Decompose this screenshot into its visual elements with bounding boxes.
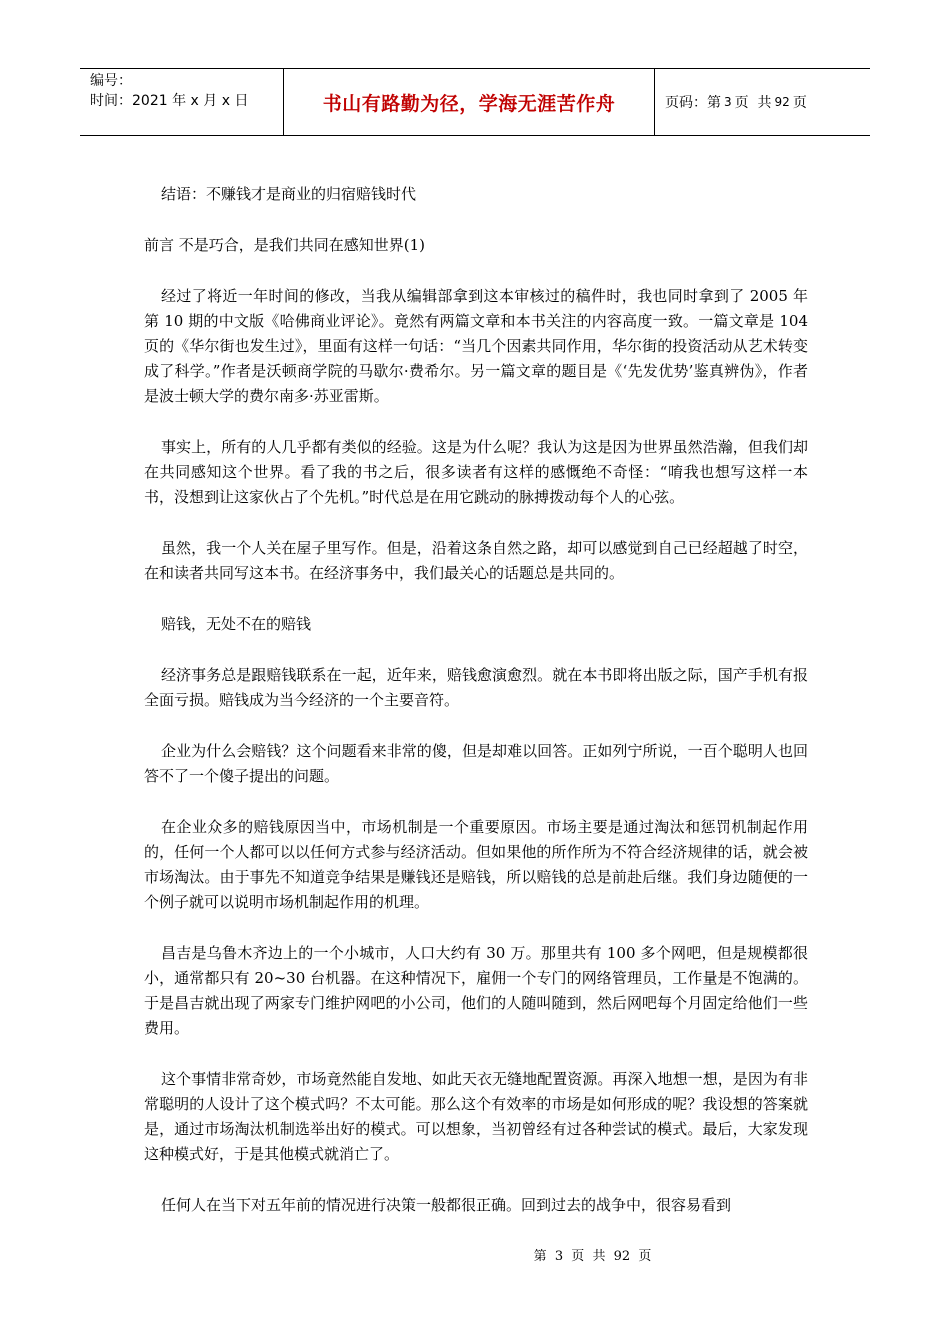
header-motto-cell — [283, 69, 655, 135]
footer-total: 92 — [613, 1249, 631, 1264]
paragraph: 任何人在当下对五年前的情况进行决策一般都很正确。回到过去的战争中，很容易看到 — [161, 1196, 732, 1214]
paragraph: 企业为什么会赔钱？这个问题看来非常的傻，但是却难以回答。正如列宁所说，一百个聪明人也回答不了一个傻子提出的问题。 — [144, 742, 808, 785]
motto: 书山有路勤为径，学海无涯苦作舟 — [322, 92, 616, 115]
header-page-info — [655, 69, 870, 135]
paragraph: 这个事情非常奇妙，市场竟然能自发地、如此天衣无缝地配置资源。再深入地想一想，是因为有非常聪明的人设计了这个模式吗？不太可能。那么这个有效率的市场是如何形成的呢？我设想的答案就是，通过市场淘汰机制选举出好的模式。可以想象，当初曾经有过各种尝试的模式。最后，大家发现这种模式好，于是其他模式就消亡了。 — [144, 1070, 808, 1163]
paragraph: 虽然，我一个人关在屋子里写作。但是，沿着这条自然之路，却可以感觉到自己已经超越了时空，在和读者共同写这本书。在经济事务中，我们最关心的话题总是共同的。 — [144, 539, 808, 582]
footer-current: 3 — [554, 1249, 564, 1264]
section-heading: 赔钱，无处不在的赔钱 — [161, 615, 312, 633]
page-prefix: 页码：第 — [665, 95, 721, 111]
paragraph: 在企业众多的赔钱原因当中，市场机制是一个重要原因。市场主要是通过淘汰和惩罚机制起作用的，任何一个人都可以以任何方式参与经济活动。但如果他的所作所为不符合经济规律的话，就会被市场淘汰。由于事先不知道竞争结果是赚钱还是赔钱，所以赔钱的总是前赴后继。我们身边随便的一个例子就可以说明市场机制起作用的机理。 — [144, 818, 808, 911]
paragraph: 事实上，所有的人几乎都有类似的经验。这是为什么呢？我认为这是因为世界虽然浩瀚，但我们却在共同感知这个世界。看了我的书之后，很多读者有这样的感慨绝不奇怪：“唷我也想写这样一本书，没想到让这家伙占了个先机。”时代总是在用它跳动的脉搏拨动每个人的心弦。 — [144, 438, 808, 506]
document-body — [144, 182, 808, 1244]
page-mid: 页 共 — [734, 95, 772, 111]
page-current: 3 — [724, 95, 732, 109]
footer-suffix: 页 — [638, 1249, 652, 1264]
heading-preface: 前言 不是巧合，是我们共同在感知世界(1) — [144, 236, 426, 254]
date-line: 时间：2021 年 x 月 x 日 — [90, 93, 249, 109]
page-suffix: 页 — [792, 95, 807, 111]
header-meta — [80, 69, 283, 135]
header-table — [80, 68, 870, 136]
footer-prefix: 第 — [533, 1249, 547, 1264]
number-label: 编号： — [90, 73, 132, 89]
paragraph: 经济事务总是跟赔钱联系在一起，近年来，赔钱愈演愈烈。就在本书即将出版之际，国产手机有报全面亏损。赔钱成为当今经济的一个主要音符。 — [144, 666, 808, 709]
footer-mid: 页 共 — [571, 1249, 606, 1264]
page-footer — [0, 1245, 950, 1264]
page-total: 92 — [774, 95, 790, 109]
paragraph: 昌吉是乌鲁木齐边上的一个小城市，人口大约有 30 万。那里共有 100 多个网吧，但是规模都很小，通常都只有 20~30 台机器。在这种情况下，雇佣一个专门的网络管理员，工作量是不饱满的。于是昌吉就出现了两家专门维护网吧的小公司，他们的人随叫随到，然后网吧每个月固定给他们一些费用。 — [144, 944, 808, 1037]
paragraph: 经过了将近一年时间的修改，当我从编辑部拿到这本审核过的稿件时，我也同时拿到了 2005 年第 10 期的中文版《哈佛商业评论》。竟然有两篇文章和本书关注的内容高度一致。一篇文章是 104 页的《华尔街也发生过》，里面有这样一句话：“当几个因素共同作用，华尔街的投资活动从艺术转变成了科学。”作者是沃顿商学院的马歇尔·费希尔。另一篇文章的题目是《‘先发优势’鉴真辨伪》，作者是波士顿大学的费尔南多·苏亚雷斯。 — [144, 287, 808, 405]
paragraph: 结语：不赚钱才是商业的归宿赔钱时代 — [161, 185, 417, 203]
